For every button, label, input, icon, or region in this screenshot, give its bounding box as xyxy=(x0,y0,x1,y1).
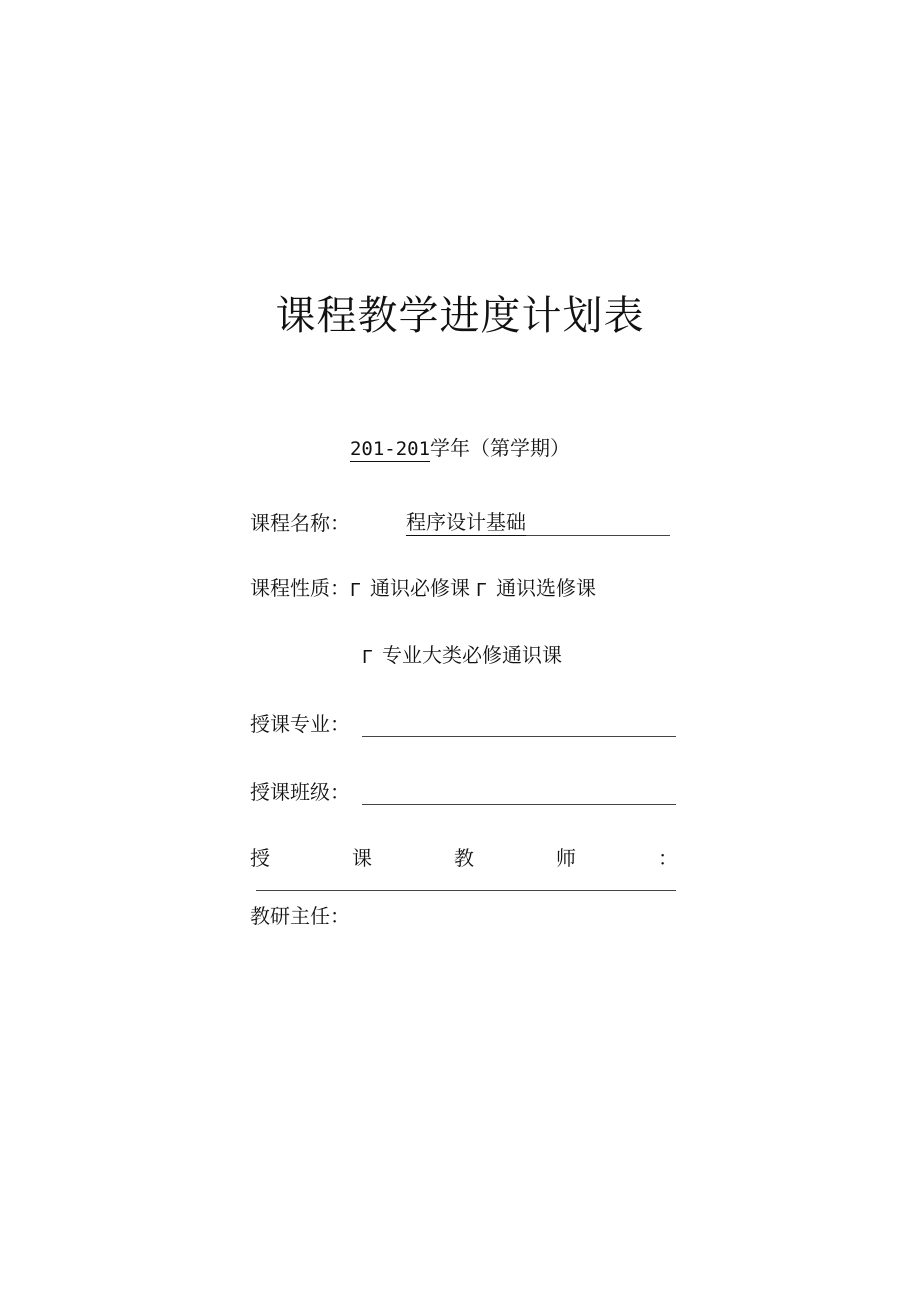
class-label: 授课班级： xyxy=(250,780,350,804)
option-elective-general: 通识选修课 xyxy=(496,576,597,600)
course-name-value[interactable]: 程序设计基础 xyxy=(406,506,526,536)
teacher-label-colon: ： xyxy=(658,846,678,870)
checkbox-required-general[interactable]: Γ xyxy=(350,580,361,601)
class-row xyxy=(250,776,676,805)
major-underline[interactable] xyxy=(362,714,676,737)
teacher-underline[interactable] xyxy=(256,890,676,891)
course-nature-row-2 xyxy=(362,639,568,668)
teacher-row xyxy=(250,842,678,871)
checkbox-elective-general[interactable]: Γ xyxy=(476,580,487,601)
director-label: 教研主任： xyxy=(250,904,350,928)
document-title: 课程教学进度计划表 xyxy=(275,293,645,339)
academic-year-suffix: 学年（第学期） xyxy=(430,436,571,460)
teacher-label-char-3: 教 xyxy=(454,846,474,870)
class-underline[interactable] xyxy=(362,782,676,805)
checkbox-major-required[interactable]: Γ xyxy=(362,647,373,668)
teacher-label-char-2: 课 xyxy=(352,846,372,870)
course-nature-row xyxy=(250,572,602,601)
teacher-label-char-4: 师 xyxy=(556,846,576,870)
option-major-required: 专业大类必修通识课 xyxy=(382,643,563,667)
course-nature-label: 课程性质： xyxy=(250,576,350,600)
academic-year-line xyxy=(0,432,920,461)
major-row xyxy=(250,708,676,737)
director-row xyxy=(250,900,350,929)
course-name-row xyxy=(250,506,670,536)
major-label: 授课专业： xyxy=(250,712,350,736)
course-name-underline[interactable] xyxy=(526,513,670,536)
course-name-label: 课程名称： xyxy=(250,511,350,535)
option-required-general: 通识必修课 xyxy=(370,576,471,600)
teacher-label-char-1: 授 xyxy=(250,846,270,870)
academic-year-range: 201-201 xyxy=(349,438,431,460)
